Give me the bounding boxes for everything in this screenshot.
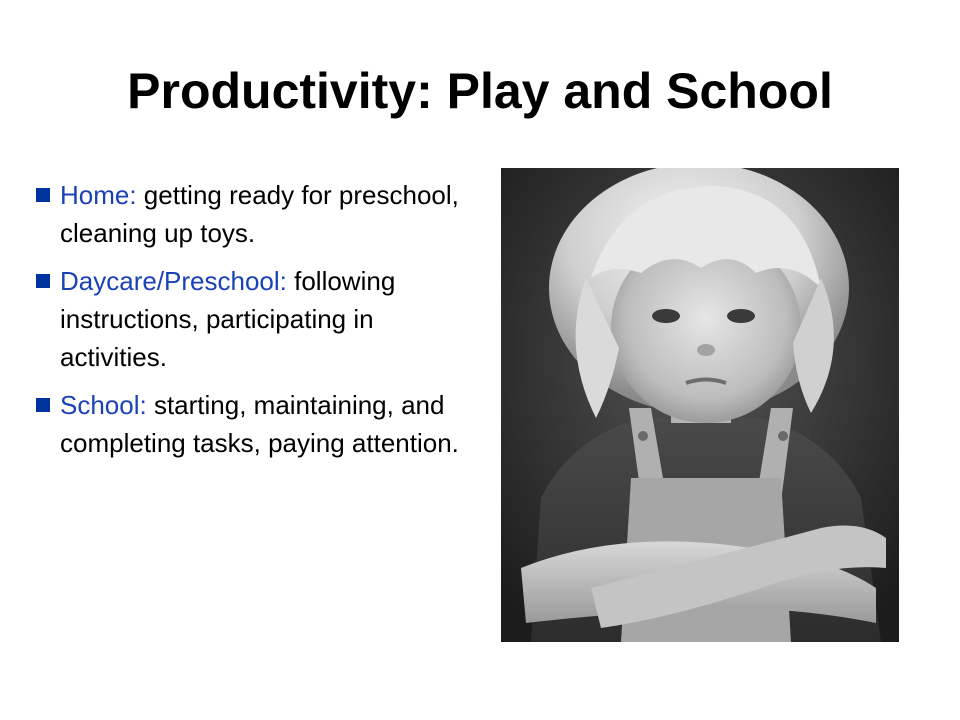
toddler-photo-icon — [501, 168, 899, 642]
bullet-key: Home: — [60, 180, 137, 210]
bullet-text: following instructions, participating in activities. — [60, 266, 396, 372]
bullet-text: getting ready for preschool, cleaning up toys. — [60, 180, 459, 248]
slide-title: Productivity: Play and School — [127, 63, 833, 119]
square-bullet-icon — [36, 274, 50, 288]
square-bullet-icon — [36, 398, 50, 412]
bullet-key: Daycare/Preschool: — [60, 266, 287, 296]
bullet-item-daycare — [36, 262, 486, 376]
bullet-item-school — [36, 386, 486, 462]
square-bullet-icon — [36, 188, 50, 202]
bullet-list — [36, 176, 486, 472]
bullet-item-home — [36, 176, 486, 252]
bullet-text: starting, maintaining, and completing tasks, paying attention. — [60, 390, 459, 458]
bullet-key: School: — [60, 390, 147, 420]
